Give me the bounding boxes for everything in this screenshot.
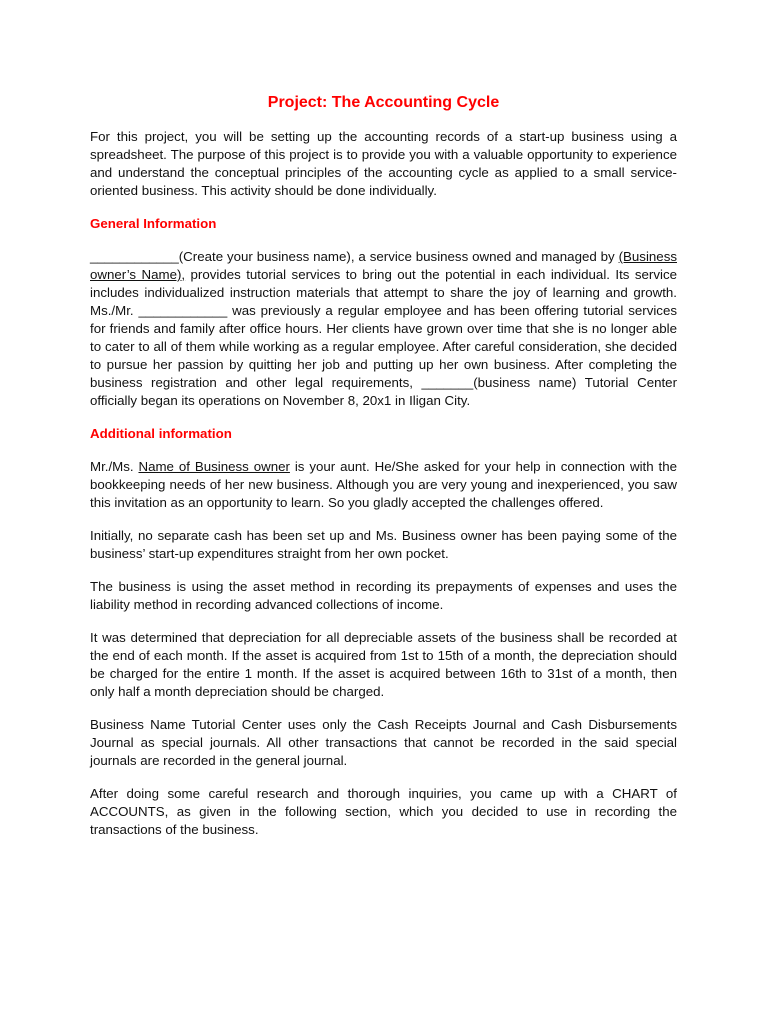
general-text-1: (Create your business name), a service business owned and managed by [178,249,619,264]
additional-paragraph-4: It was determined that depreciation for all depreciable assets of the business shall be recorded at the end of each month. If the asset is acquired from 1st to 15th of a month, the depreciation should be charged for the entire 1 month. If the asset is acquired between 16th to 31st of a month, then only half a month depreciation should be charged. [90,630,677,699]
additional-paragraph-3: The business is using the asset method in recording its prepayments of expenses and uses the liability method in recording advanced collections of income. [90,579,677,612]
document-page [90,92,677,854]
additional-paragraph-6: After doing some careful research and thorough inquiries, you came up with a CHART of ACCOUNTS, as given in the following section, which you decided to use in recording the transactions of the business. [90,786,677,837]
additional-paragraph-5: Business Name Tutorial Center uses only the Cash Receipts Journal and Cash Disbursements Journal as special journals. All other transactions that cannot be recorded in the said special journals are recorded in the general journal. [90,717,677,768]
additional-paragraph-2: Initially, no separate cash has been set up and Ms. Business owner has been paying some of the business’ start-up expenditures straight from her own pocket. [90,528,677,561]
page-title: Project: The Accounting Cycle [267,94,500,111]
additional-p1-post: is your aunt. He/She asked for your help in connection with the bookkeeping needs of her new business. Although you are very young and inexperienced, you saw this invitation as an opportunity to learn. So you gladly accepted the challenges offered. [90,459,677,510]
business-owner-placeholder: (Business owner’s Name), [90,249,677,282]
general-information-paragraph [90,248,677,410]
general-text-2: provides tutorial services to bring out the potential in each individual. Its service includes individualized instruction materials that attempt to share the joy of learning and growth. Ms./Mr. ____________ was previously a regular employee and has been offering tutorial services for friends and family after office hours. Her clients have grown over time that she is no longer able to cater to all of them while working as a regular employee. After careful consideration, she decided to pursue her passion by quitting her job and putting up her own business. After completing the business registration and other legal requirements, _______(business name) Tutorial Center officially began its operations on November 8, 20x1 in Iligan City. [90,267,677,408]
owner-name-placeholder: Name of Business owner [138,459,290,474]
additional-p1-pre: Mr./Ms. [90,459,139,474]
intro-paragraph: For this project, you will be setting up the accounting records of a start-up business using a spreadsheet. The purpose of this project is to provide you with a valuable opportunity to experience and understand the conceptual principles of the accounting cycle as applied to a small service-oriented business. This activity should be done individually. [90,129,677,198]
business-name-blank: ____________ [90,249,179,264]
general-information-heading: General Information [90,216,217,231]
additional-information-heading: Additional information [90,426,232,441]
additional-paragraph-1 [90,458,677,512]
